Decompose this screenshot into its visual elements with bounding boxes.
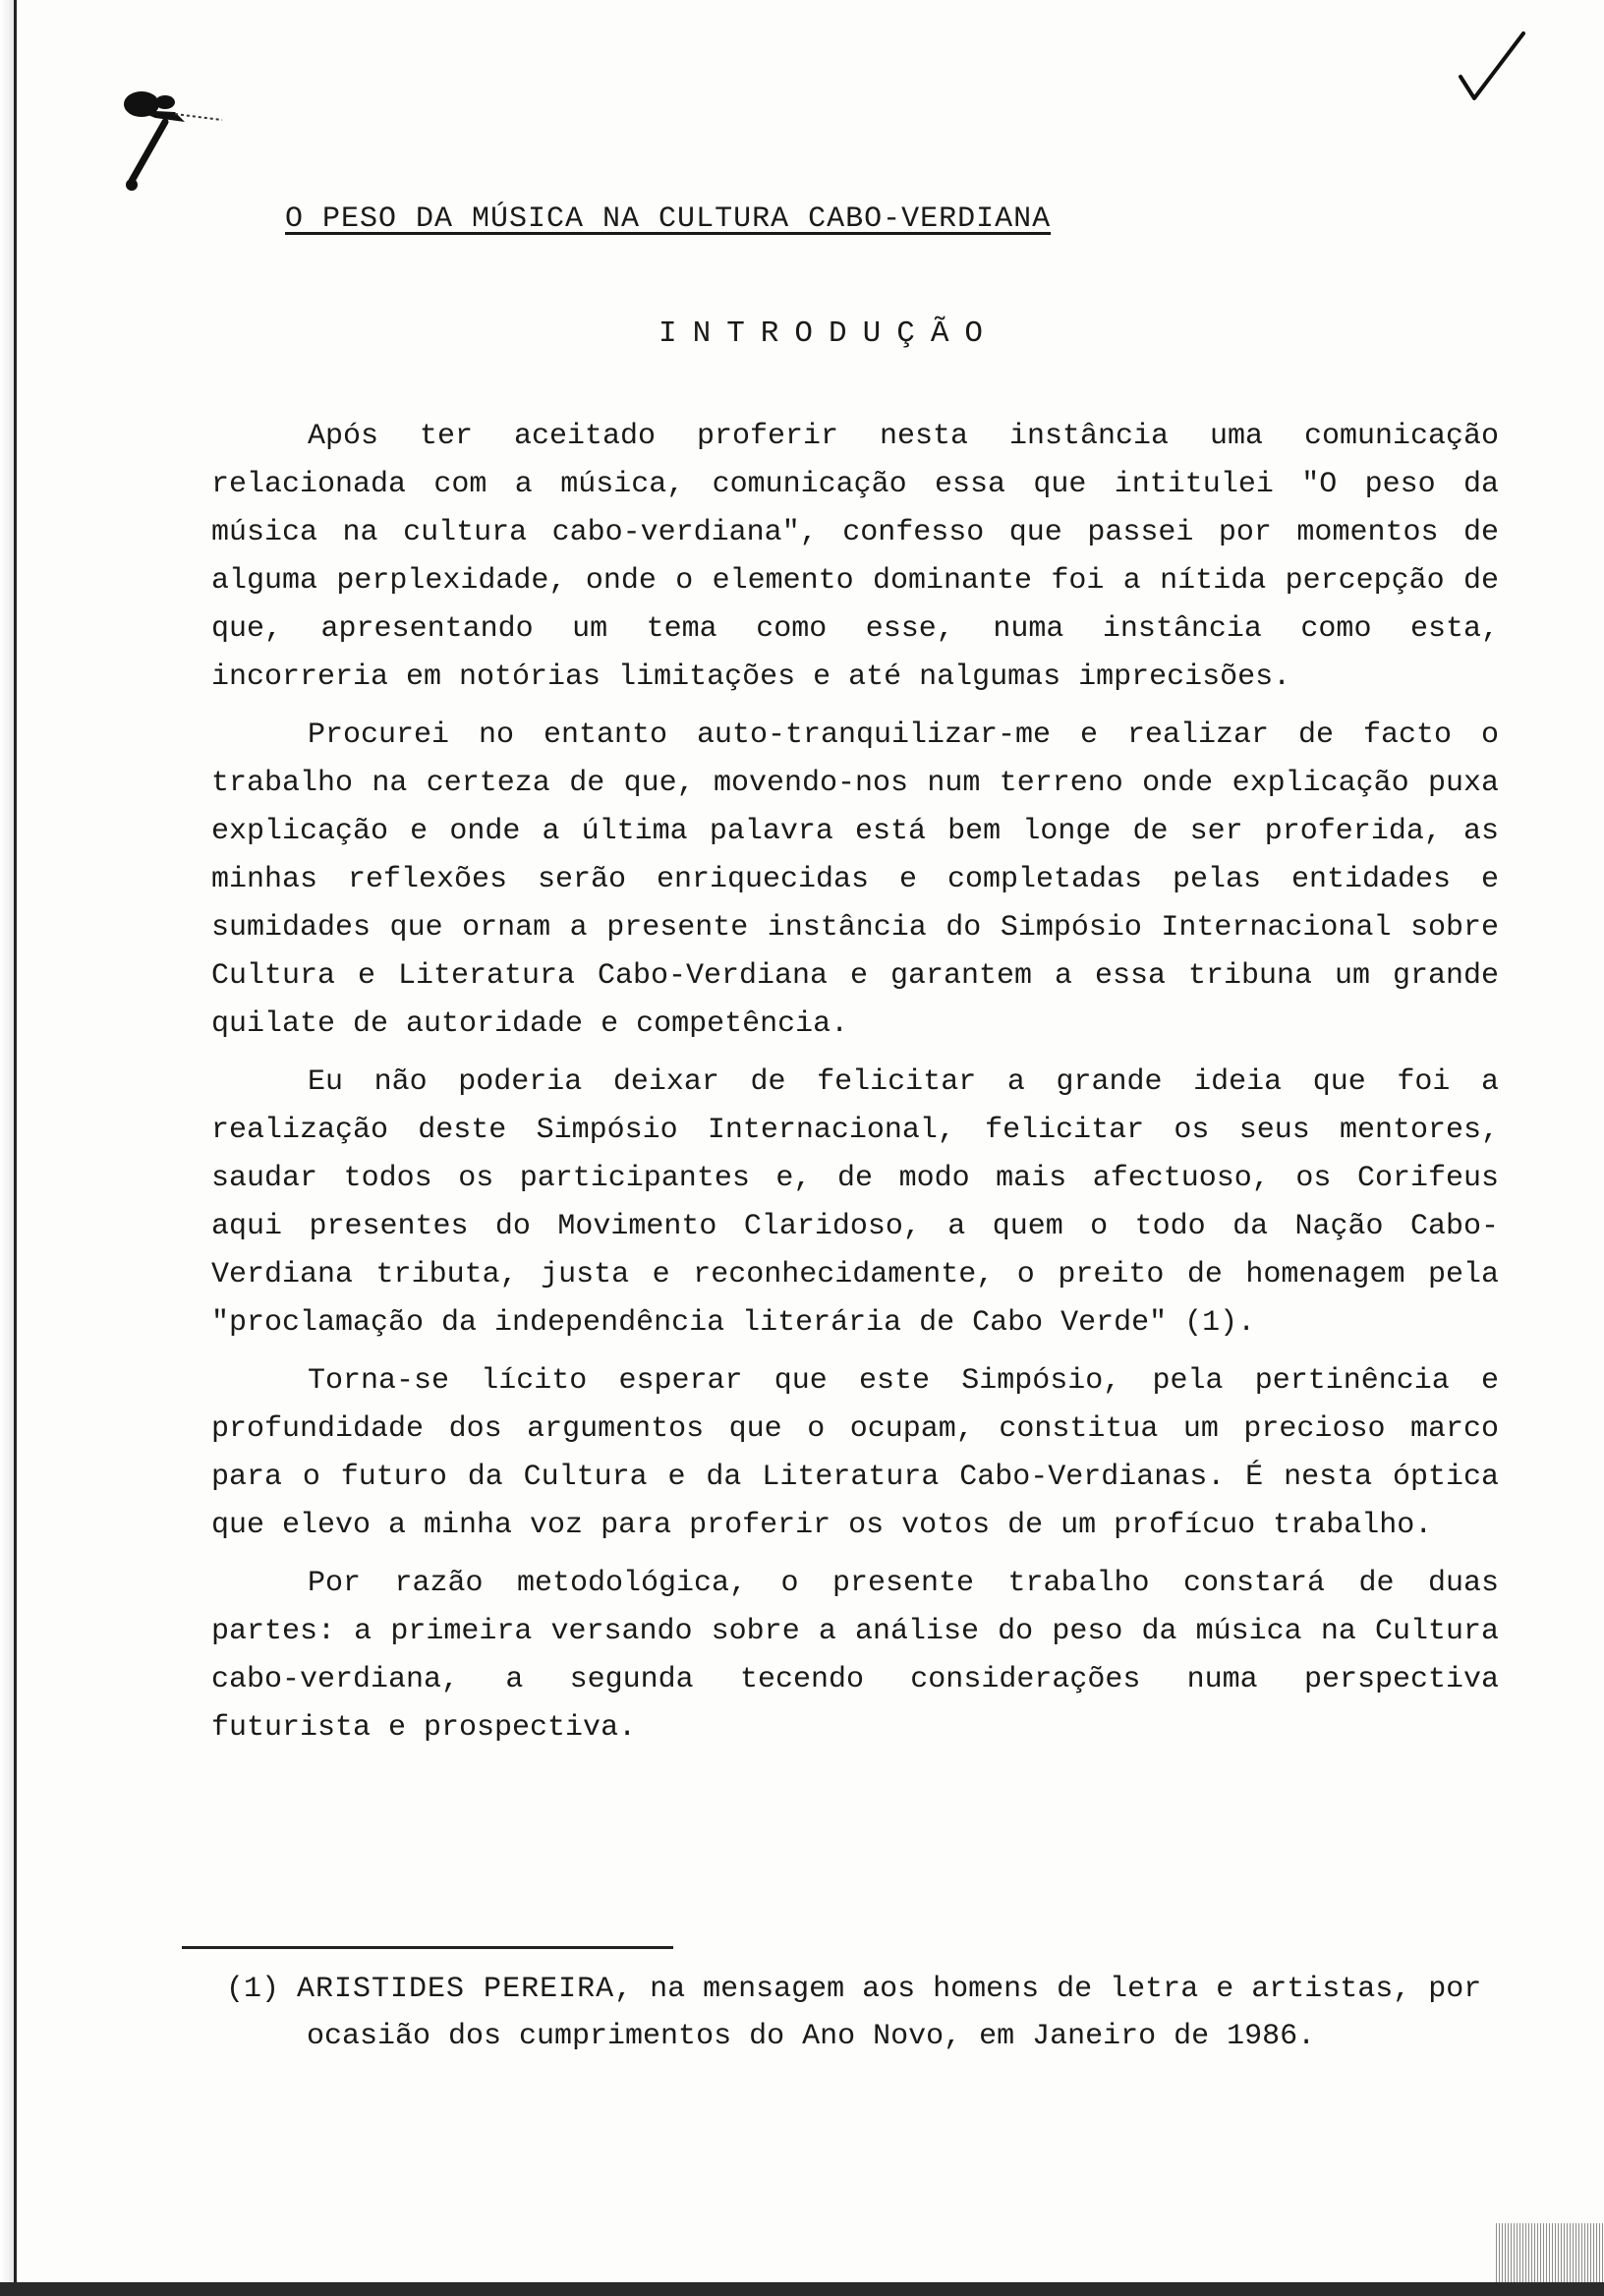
scan-edge-left bbox=[0, 0, 14, 2296]
body-text bbox=[211, 413, 1499, 1762]
document-title: O PESO DA MÚSICA NA CULTURA CABO-VERDIANA bbox=[285, 202, 1052, 236]
paragraph: Após ter aceitado proferir nesta instância uma comunicação relacionada com a música, comunicação essa que intitulei "O peso da música na cultura cabo-verdiana", confesso que passei por momentos de alguma perplexidade, onde o elemento dominante foi a nítida percepção de que, apresentando um tema como esse, numa instância como esta, incorreria em notórias limitações e até nalgumas imprecisões. bbox=[211, 420, 1499, 694]
footnote-divider bbox=[182, 1946, 673, 1949]
paragraph: Procurei no entanto auto-tranquilizar-me e realizar de facto o trabalho na certeza de que, movendo-nos num terreno onde explicação puxa explicação e onde a última palavra está bem longe de ser proferida, as minhas reflexões serão enriquecidas e completadas pelas entidades e sumidades que ornam a presente instância do Simpósio Internacional sobre Cultura e Literatura Cabo-Verdiana e garantem a essa tribuna um grande quilate de autoridade e competência. bbox=[211, 718, 1499, 1041]
section-heading: INTRODUÇÃO bbox=[659, 316, 1000, 351]
footnote-author: ARISTIDES PEREIRA bbox=[297, 1973, 615, 2006]
footnote-text: , na mensagem aos homens de letra e artistas, por ocasião dos cumprimentos do Ano Novo, em Janeiro de 1986. bbox=[307, 1973, 1482, 2053]
footnote bbox=[226, 1966, 1504, 2060]
paragraph: Eu não poderia deixar de felicitar a grande ideia que foi a realização deste Simpósio Internacional, felicitar os seus mentores, saudar todos os participantes e, de modo mais afectuoso, os Corifeus aqui presentes do Movimento Claridoso, a quem o todo da Nação Cabo-Verdiana tributa, justa e reconhecidamente, o preito de homenagem pela "proclamação da independência literária de Cabo Verde" (1). bbox=[211, 1065, 1499, 1340]
checkmark-icon bbox=[1453, 28, 1531, 106]
ink-blot-icon bbox=[116, 83, 244, 201]
scan-edge-bottom bbox=[0, 2282, 1604, 2296]
paragraph: Torna-se lícito esperar que este Simpósio, pela pertinência e profundidade dos argumentos que o ocupam, constitua um precioso marco para o futuro da Cultura e da Literatura Cabo-Verdianas. É nesta óptica que elevo a minha voz para proferir os votos de um profícuo trabalho. bbox=[211, 1364, 1499, 1542]
paragraph: Por razão metodológica, o presente trabalho constará de duas partes: a primeira versando sobre a análise do peso da música na Cultura cabo-verdiana, a segunda tecendo considerações numa perspectiva futurista e prospectiva. bbox=[211, 1567, 1499, 1745]
scan-edge-left-line bbox=[14, 0, 17, 2296]
footnote-number: (1) bbox=[226, 1973, 280, 2006]
scan-noise bbox=[1496, 2223, 1604, 2282]
